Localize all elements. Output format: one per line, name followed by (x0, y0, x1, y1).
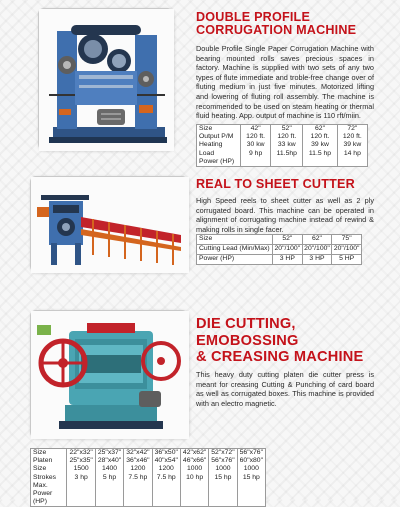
spec-labels: Size Output P/M Heating Load Power (HP) (197, 125, 241, 167)
section3-description: This heavy duty cutting platen die cutter press is meant for creasing Cutting & Punching of card board as well as corrugated boxes. This machine is provided with an electro magnetic. (196, 370, 374, 408)
title-line: DOUBLE PROFILE (196, 10, 311, 24)
spec-column: 22"x32" 25"x35" 1500 3 hp (67, 449, 95, 507)
spec-column: 42"x62" 46"x66" 1000 10 hp (180, 449, 208, 507)
spec-column: 75" 20"/100" 5 HP (332, 235, 362, 265)
spec-column: 52" 20"/100" 3 HP (273, 235, 303, 265)
corrugation-machine-illustration (39, 9, 174, 151)
spec-column: 36"x50" 40"x54" 1200 7.5 hp (152, 449, 180, 507)
section1-spec-table (196, 124, 368, 167)
spec-column: 42" 120 ft. 30 kw 9 hp (241, 125, 271, 167)
section2-description: High Speed reels to sheet cutter as well as 2 ply corrugated board. This machine can be operated in alignment of corrugating machine instead of rewind & making rolls in single facer. (196, 196, 374, 234)
title-line: EMOBOSSING (196, 332, 299, 349)
section2-spec-table (196, 234, 362, 265)
section1-description: Double Profile Single Paper Corrugation Machine with bearing mounted rolls saves precious spaces in factory. Machine is supplied with two sets of any two types of flute immediate and troble-free change over of fluting medium in just five minutes. Motorized lifting and lowering of fluting roll assembly. The machine is recommended to be used on steam heating or thermal fluid heating. App. output of machine is 110 rft/miin. (196, 44, 374, 121)
spec-column: 72" 120 ft. 39 kw 14 hp (337, 125, 367, 167)
die-cutting-machine-illustration (31, 311, 189, 439)
section3-spec-table (30, 448, 266, 507)
spec-column: 52"x72" 56"x76" 1000 15 hp (209, 449, 237, 507)
spec-labels: Size Platen Size Strokes Max. Power (HP) (31, 449, 67, 507)
sheet-cutter-illustration (31, 177, 189, 273)
title-line: REAL TO SHEET CUTTER (196, 177, 355, 191)
spec-column: 52" 120 ft. 33 kw 11.5hp (271, 125, 303, 167)
section3-title (196, 316, 363, 366)
sheet-cutter-photo (30, 176, 188, 272)
die-cutting-machine-photo (30, 310, 188, 438)
corrugation-machine-photo (38, 8, 173, 150)
title-line: DIE CUTTING, (196, 316, 296, 332)
spec-column: 62" 20"/100" 3 HP (302, 235, 332, 265)
spec-column: 32"x42" 36"x46" 1200 7.5 hp (124, 449, 152, 507)
title-line: & CREASING MACHINE (196, 349, 364, 365)
spec-column: 56"x76" 60"x80" 1000 15 hp (237, 449, 265, 507)
section2-title (196, 178, 355, 191)
spec-labels: Size Cutting Lead (Min/Max) Power (HP) (197, 235, 273, 265)
spec-column: 25"x37" 28"x40" 1400 5 hp (95, 449, 123, 507)
section1-title (196, 11, 356, 37)
title-line: CORRUGATION MACHINE (196, 23, 357, 38)
spec-column: 62" 120 ft. 39 kw 11.5 hp (303, 125, 337, 167)
